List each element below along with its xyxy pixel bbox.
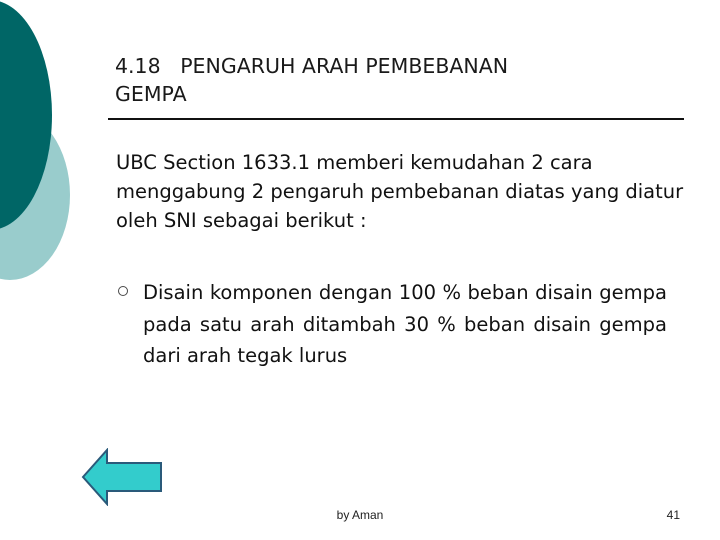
left-arrow-icon[interactable] (80, 448, 164, 506)
slide-title-line1: 4.18 PENGARUH ARAH PEMBEBANAN (115, 54, 509, 78)
decorative-circles (0, 0, 80, 300)
intro-paragraph: UBC Section 1633.1 memberi kemudahan 2 cara menggabung 2 pengaruh pembebanan diatas yang diatur oleh SNI sebagai berikut : (116, 151, 684, 232)
circle-bullet-icon (118, 286, 128, 296)
footer-author: by Aman (336, 508, 384, 522)
bullet-text: Disain komponen dengan 100 % beban disain gempa pada satu arah ditambah 30 % beban disain gempa dari arah tegak lurus (143, 281, 667, 367)
title-divider (108, 118, 684, 120)
slide-title (115, 52, 675, 108)
page-number: 41 (666, 508, 680, 522)
slide-title-line2: GEMPA (115, 82, 187, 106)
